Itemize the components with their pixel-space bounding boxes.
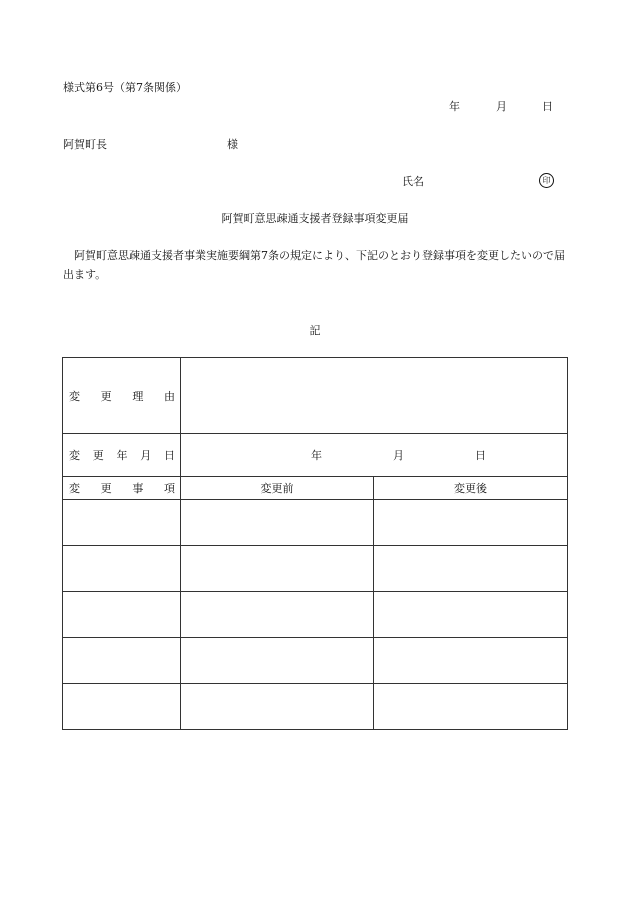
before-cell[interactable] (181, 500, 374, 546)
table-row (63, 592, 568, 638)
reason-input-cell[interactable] (181, 358, 568, 434)
body-text: 阿賀町意思疎通支援者事業実施要綱第7条の規定により、下記のとおり登録事項を変更したいので届出ます。 (63, 249, 565, 281)
seal-mark-icon: 印 (539, 173, 554, 188)
items-label-char: 事 (132, 482, 144, 495)
change-date-row (63, 434, 568, 477)
after-cell[interactable] (374, 546, 568, 592)
ki-heading: 記 (309, 324, 321, 337)
item-cell[interactable] (63, 684, 181, 730)
applicant-name-label: 氏名 (402, 175, 424, 188)
reason-label-char: 変 (69, 389, 80, 403)
table-row (63, 684, 568, 730)
date-label-cell (63, 434, 181, 477)
items-label-char: 変 (69, 482, 80, 495)
items-label-char: 更 (100, 482, 112, 495)
date-label-char: 変 (69, 449, 80, 462)
reason-label-char: 理 (132, 389, 144, 403)
before-cell[interactable] (181, 638, 374, 684)
items-header-row (63, 477, 568, 500)
change-date-month: 月 (393, 449, 404, 462)
table-row (63, 546, 568, 592)
date-label-char: 更 (92, 449, 104, 462)
change-date-year: 年 (311, 449, 322, 462)
date-month-label: 月 (496, 100, 507, 113)
form-number: 様式第6号（第7条関係） (63, 81, 187, 94)
before-header: 変更前 (181, 477, 374, 500)
date-label-char: 日 (164, 449, 175, 462)
before-cell[interactable] (181, 592, 374, 638)
after-header: 変更後 (374, 477, 568, 500)
items-label-cell (63, 477, 181, 500)
after-cell[interactable] (374, 500, 568, 546)
item-cell[interactable] (63, 546, 181, 592)
reason-row (63, 358, 568, 434)
reason-label-char: 由 (163, 389, 175, 403)
reason-label-char: 更 (100, 389, 112, 403)
addressee-name: 阿賀町長 (63, 138, 107, 151)
before-cell[interactable] (181, 684, 374, 730)
change-date-input-cell[interactable] (181, 434, 568, 477)
date-label-char: 年 (116, 449, 128, 462)
addressee-honorific: 様 (227, 138, 238, 151)
items-label-char: 項 (163, 482, 175, 495)
item-cell[interactable] (63, 592, 181, 638)
item-cell[interactable] (63, 638, 181, 684)
table-row (63, 638, 568, 684)
date-year-label: 年 (449, 100, 460, 113)
after-cell[interactable] (374, 592, 568, 638)
document-title: 阿賀町意思疎通支援者登録事項変更届 (221, 212, 409, 225)
date-day-label: 日 (542, 100, 553, 113)
date-label-char: 月 (140, 449, 152, 462)
table-row (63, 500, 568, 546)
after-cell[interactable] (374, 638, 568, 684)
change-form-table (62, 357, 568, 730)
change-date-day: 日 (475, 449, 486, 462)
reason-label-cell (63, 358, 181, 434)
item-cell[interactable] (63, 500, 181, 546)
before-cell[interactable] (181, 546, 374, 592)
after-cell[interactable] (374, 684, 568, 730)
